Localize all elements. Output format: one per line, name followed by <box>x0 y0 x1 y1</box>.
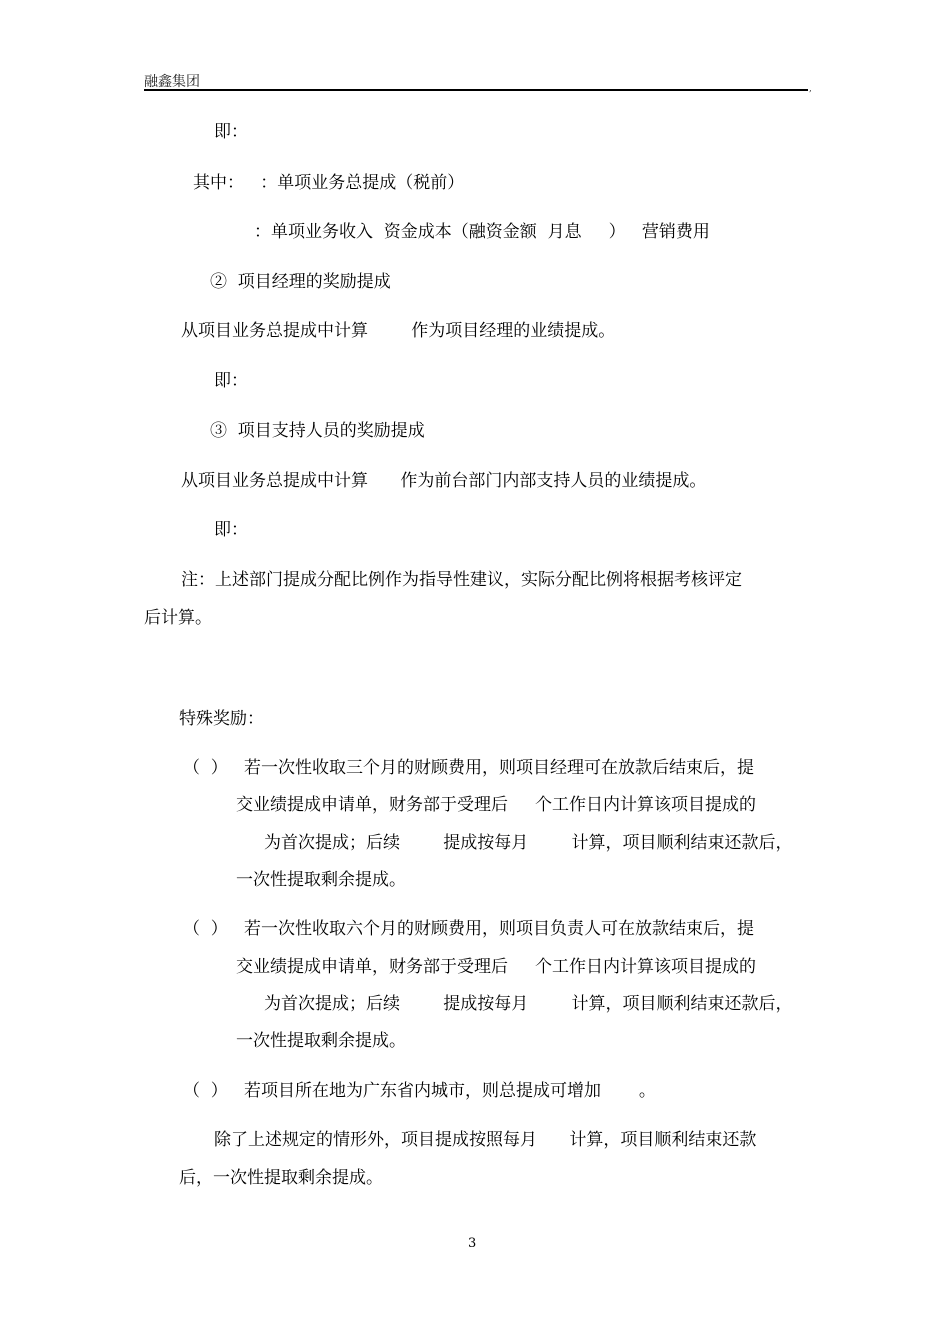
header-mark: , <box>809 84 812 94</box>
section-heading: 特殊奖励： <box>179 709 264 729</box>
note-line: 注：上述部门提成分配比例作为指导性建议，实际分配比例将根据考核评定 <box>181 570 742 590</box>
formula-intro: 即： <box>214 520 248 540</box>
list-item-line: 一次性提取剩余提成。 <box>236 1031 406 1051</box>
list-item-line: 交业绩提成申请单，财务部于受理后 个工作日内计算该项目提成的 <box>236 957 757 977</box>
list-item-line: 为首次提成；后续 提成按每月 计算，项目顺利结束还款后， <box>264 994 793 1014</box>
section-heading: ② 项目经理的奖励提成 <box>210 272 391 292</box>
paragraph-line: 从项目业务总提成中计算 作为前台部门内部支持人员的业绩提成。 <box>181 471 707 491</box>
page-number: 3 <box>468 1236 477 1251</box>
paragraph-line: 后，一次性提取剩余提成。 <box>179 1168 383 1188</box>
header-title: 融鑫集团 <box>144 74 200 90</box>
paragraph-line: 除了上述规定的情形外，项目提成按照每月 计算，项目顺利结束还款 <box>214 1130 757 1150</box>
list-item-line: （ ） 若项目所在地为广东省内城市，则总提成可增加 。 <box>183 1081 656 1101</box>
formula-intro: 即： <box>214 371 248 391</box>
note-line: 后计算。 <box>144 608 212 628</box>
list-item-line: 为首次提成；后续 提成按每月 计算，项目顺利结束还款后， <box>264 833 793 853</box>
definition-line: ：单项业务收入 资金成本（融资金额 月息 ） 营销费用 <box>254 222 710 242</box>
header-rule <box>144 89 808 91</box>
section-heading: ③ 项目支持人员的奖励提成 <box>210 421 425 441</box>
list-item-line: 一次性提取剩余提成。 <box>236 870 406 890</box>
formula-intro: 即： <box>214 122 248 142</box>
paragraph-line: 从项目业务总提成中计算 作为项目经理的业绩提成。 <box>181 321 616 341</box>
definition-line: 其中： ：单项业务总提成（税前） <box>193 173 465 193</box>
list-item-line: （ ） 若一次性收取三个月的财顾费用，则项目经理可在放款后结束后，提 <box>183 758 755 778</box>
list-item-line: 交业绩提成申请单，财务部于受理后 个工作日内计算该项目提成的 <box>236 795 757 815</box>
list-item-line: （ ） 若一次性收取六个月的财顾费用，则项目负责人可在放款结束后，提 <box>183 919 755 939</box>
